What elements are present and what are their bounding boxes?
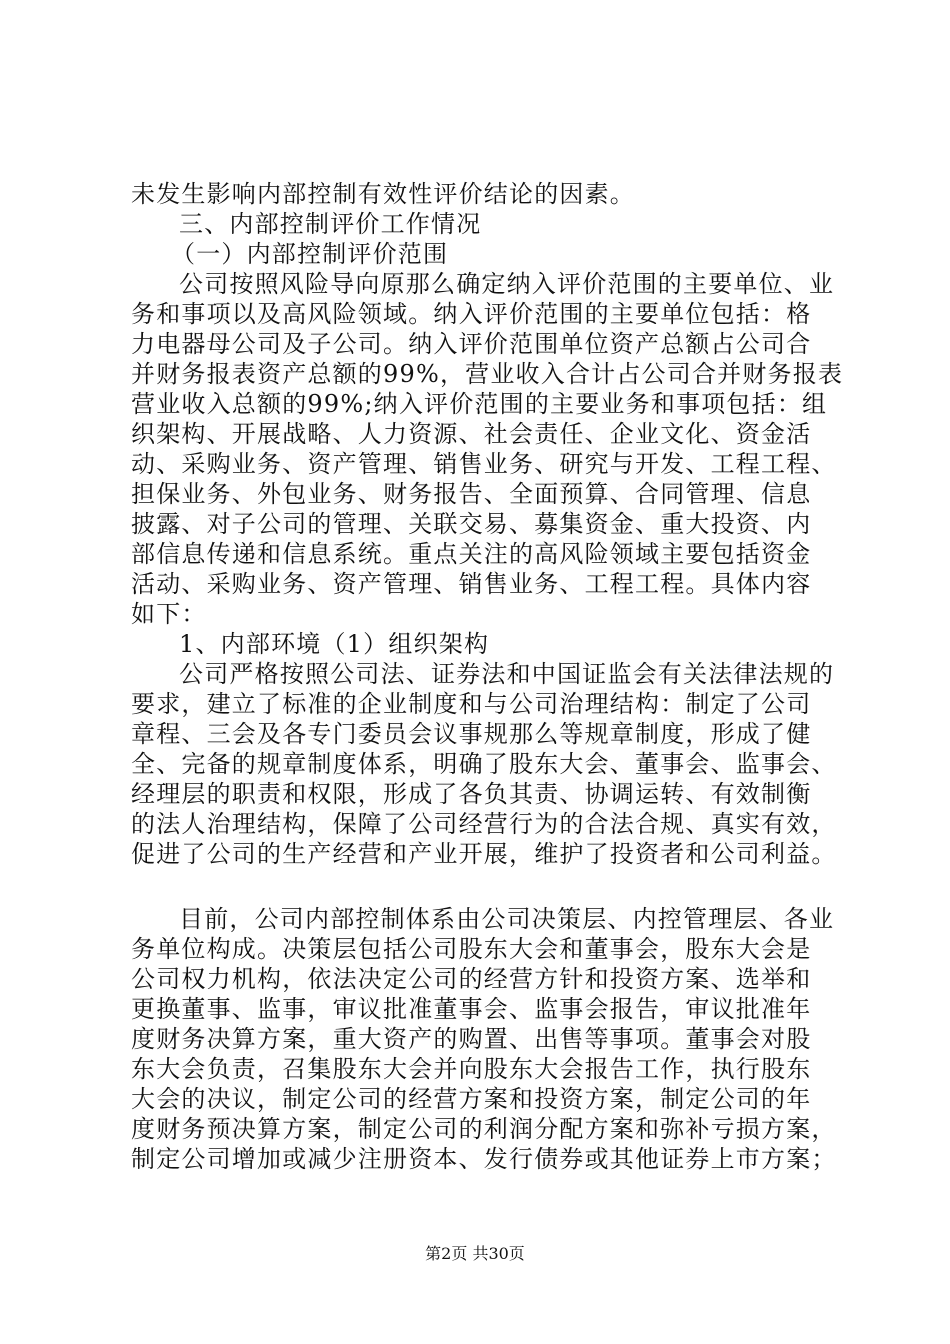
subsection-heading: （一）内部控制评价范围	[171, 240, 449, 268]
text-line: 东大会负责，召集股东大会并向股东大会报告工作，执行股东	[131, 1055, 812, 1083]
text-line: 部信息传递和信息系统。重点关注的高风险领域主要包括资金	[131, 540, 812, 568]
text-line: 公司严格按照公司法、证券法和中国证监会有关法律法规的	[179, 660, 835, 688]
text-line: 章程、三会及各专门委员会议事规那么等规章制度，形成了健	[131, 720, 812, 748]
page-indicator: 第2页 共30页	[425, 1244, 525, 1263]
text-line: 活动、采购业务、资产管理、销售业务、工程工程。具体内容	[131, 570, 812, 598]
text-line: 大会的决议，制定公司的经营方案和投资方案，制定公司的年	[131, 1085, 812, 1113]
section-heading: 1、内部环境（1）组织架构	[179, 630, 490, 658]
text-line: 促进了公司的生产经营和产业开展，维护了投资者和公司利益。	[131, 840, 837, 868]
text-line: 更换董事、监事，审议批准董事会、监事会报告，审议批准年	[131, 995, 812, 1023]
text-line: 务和事项以及高风险领域。纳入评价范围的主要单位包括：格	[131, 300, 812, 328]
text-line: 公司权力机构，依法决定公司的经营方针和投资方案、选举和	[131, 965, 812, 993]
text-line: 目前，公司内部控制体系由公司决策层、内控管理层、各业	[179, 905, 835, 933]
text-line: 披露、对子公司的管理、关联交易、募集资金、重大投资、内	[131, 510, 812, 538]
text-line: 的法人治理结构，保障了公司经营行为的合法合规、真实有效，	[131, 810, 837, 838]
text-line: 织架构、开展战略、人力资源、社会责任、企业文化、资金活	[131, 420, 812, 448]
section-heading: 三、内部控制评价工作情况	[179, 210, 482, 238]
text-line: 务单位构成。决策层包括公司股东大会和董事会，股东大会是	[131, 935, 812, 963]
text-line: 公司按照风险导向原那么确定纳入评价范围的主要单位、业	[179, 270, 835, 298]
text-line: 度财务预决算方案，制定公司的利润分配方案和弥补亏损方案，	[131, 1115, 837, 1143]
text-line: 并财务报表资产总额的99%，营业收入合计占公司合并财务报表	[131, 360, 844, 388]
text-line: 经理层的职责和权限，形成了各负其责、协调运转、有效制衡	[131, 780, 812, 808]
text-line: 营业收入总额的99%;纳入评价范围的主要业务和事项包括：组	[131, 390, 828, 418]
text-line: 力电器母公司及子公司。纳入评价范围单位资产总额占公司合	[131, 330, 812, 358]
text-line: 全、完备的规章制度体系，明确了股东大会、董事会、监事会、	[131, 750, 837, 778]
text-line: 要求，建立了标准的企业制度和与公司治理结构：制定了公司	[131, 690, 812, 718]
text-line: 担保业务、外包业务、财务报告、全面预算、合同管理、信息	[131, 480, 812, 508]
text-line: 动、采购业务、资产管理、销售业务、研究与开发、工程工程、	[131, 450, 837, 478]
text-line: 未发生影响内部控制有效性评价结论的因素。	[131, 180, 635, 208]
text-line: 制定公司增加或减少注册资本、发行债券或其他证券上市方案；	[131, 1145, 837, 1173]
text-line: 如下：	[131, 600, 207, 628]
text-line: 度财务决算方案，重大资产的购置、出售等事项。董事会对股	[131, 1025, 812, 1053]
